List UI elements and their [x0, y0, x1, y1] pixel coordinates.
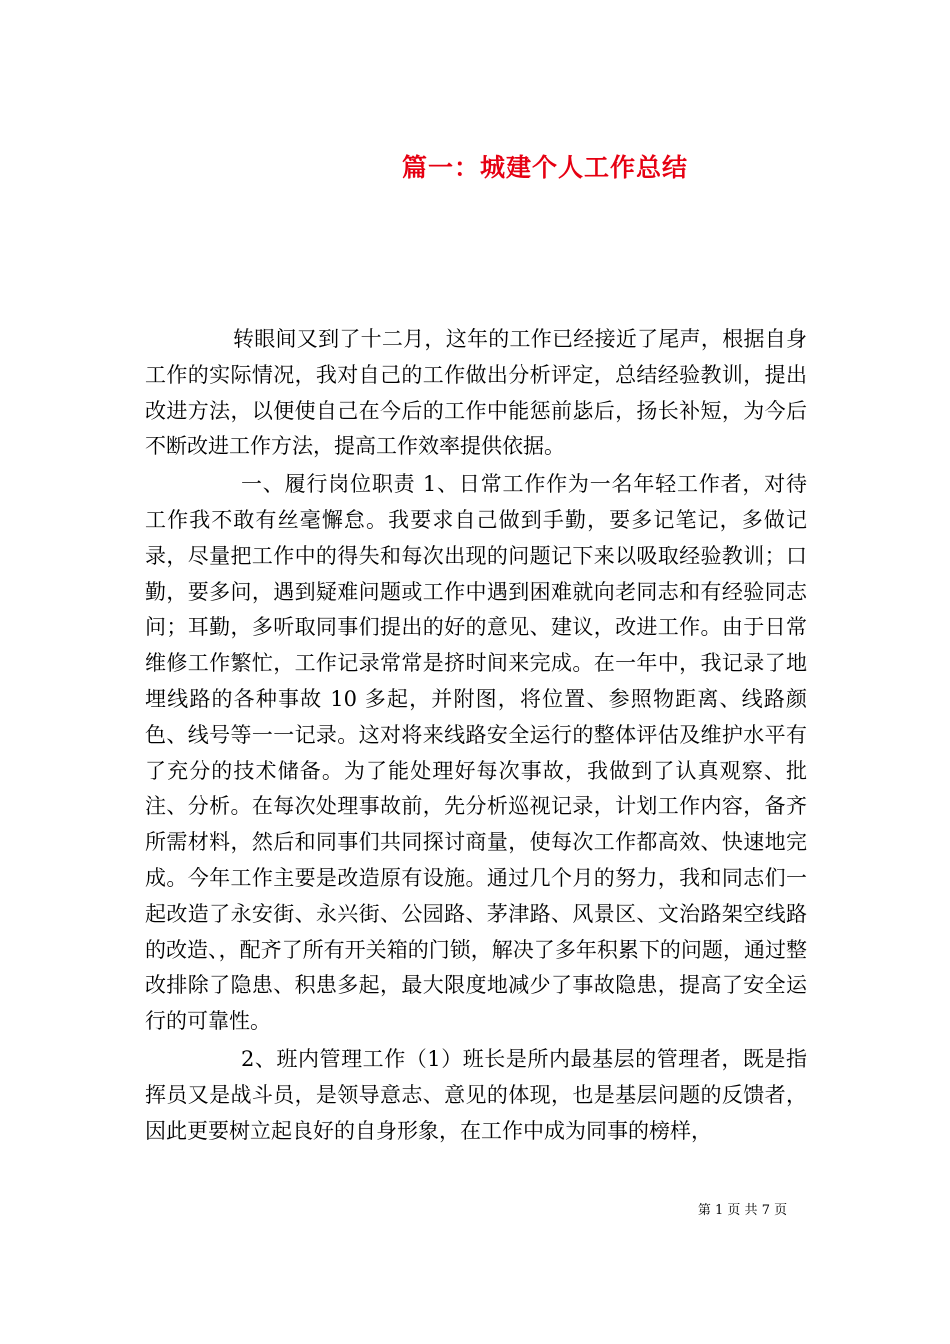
paragraph-team-management: 2、班内管理工作（1）班长是所内最基层的管理者，既是指挥员又是战斗员，是领导意志、意见的体现，也是基层问题的反馈者，因此更要树立起良好的自身形象，在工作中成为同事的榜样，: [145, 1046, 807, 1143]
page-number-footer: 第 1 页 共 7 页: [697, 1203, 788, 1218]
paragraph-job-duties: 一、履行岗位职责 1、日常工作作为一名年轻工作者，对待工作我不敢有丝毫懈怠。我要求自己做到手勤，要多记笔记，多做记录，尽量把工作中的得失和每次出现的问题记下来以吸取经验教训；口勤，要多问，遇到疑难问题或工作中遇到困难就向老同志和有经验同志问；耳勤，多听取同事们提出的好的意见、建议，改进工作。由于日常维修工作繁忙，工作记录常常是挤时间来完成。在一年中，我记录了地埋线路的各种事故 10 多起，并附图，将位置、参照物距离、线路颜色、线号等一一记录。这对将来线路安全运行的整体评估及维护水平有了充分的技术储备。为了能处理好每次事故，我做到了认真观察、批注、分析。在每次处理事故前，先分析巡视记录，计划工作内容，备齐所需材料，然后和同事们共同探讨商量，使每次工作都高效、快速地完成。今年工作主要是改造原有设施。通过几个月的努力，我和同志们一起改造了永安街、永兴街、公园路、茅津路、风景区、文治路架空线路的改造、，配齐了所有开关箱的门锁，解决了多年积累下的问题，通过整改排除了隐患、积患多起，最大限度地减少了事故隐患，提高了安全运行的可靠性。: [145, 472, 807, 1034]
page-title: 篇一：城建个人工作总结: [401, 152, 688, 182]
paragraph-intro: 转眼间又到了十二月，这年的工作已经接近了尾声，根据自身工作的实际情况，我对自己的工作做出分析评定，总结经验教训，提出改进方法，以便使自己在今后的工作中能惩前毖后，扬长补短，为今后不断改进工作方法，提高工作效率提供依据。: [145, 327, 807, 459]
document-body: [145, 322, 807, 1149]
